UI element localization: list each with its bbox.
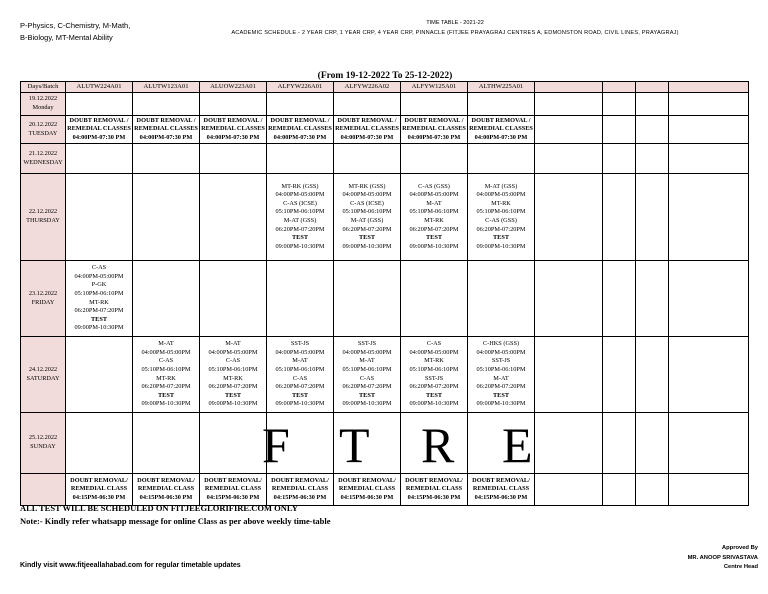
schedule-line: MT-RK (GSS) [281, 182, 319, 190]
schedule-line: 06:20PM-07:20PM [476, 383, 526, 391]
schedule-line: 04:00PM-05:00PM [74, 272, 124, 280]
schedule-line: 06:20PM-07:20PM [74, 307, 124, 315]
schedule-cell [133, 116, 200, 144]
schedule-line: 06:20PM-07:20PM [476, 225, 526, 233]
schedule-line: 06:20PM-07:20PM [208, 383, 258, 391]
schedule-line: MT-RK [424, 217, 444, 224]
schedule-cell [603, 93, 636, 116]
schedule-cell [468, 93, 535, 116]
schedule-cell [133, 174, 200, 261]
schedule-cell [636, 337, 669, 413]
schedule-line: 05:10PM-06:10PM [208, 365, 258, 373]
day-text: FRIDAY [31, 298, 55, 306]
schedule-cell [334, 474, 401, 506]
day-text: TUESDAY [28, 129, 58, 137]
schedule-cell [636, 474, 669, 506]
schedule-cell [334, 261, 401, 337]
schedule-line: 04:15PM-06:30 PM [273, 493, 327, 501]
schedule-cell [603, 261, 636, 337]
schedule-line: 04:00PM-05:00PM [342, 348, 392, 356]
schedule-line: TEST [492, 234, 510, 242]
schedule-cell [636, 144, 669, 174]
schedule-line: 04:00PM-05:00PM [208, 348, 258, 356]
schedule-line: DOUBT REMOVAL/ [472, 476, 530, 484]
schedule-line: 04:00PM-07:30 PM [474, 133, 528, 141]
schedule-line: REMEDIAL CLASSES [67, 125, 131, 133]
schedule-line: 05:10PM-06:10PM [409, 208, 459, 216]
schedule-line: REMEDIAL CLASSES [201, 125, 265, 133]
day-text: WEDNESDAY [23, 158, 63, 166]
schedule-cell [200, 337, 267, 413]
schedule-cell [669, 144, 749, 174]
schedule-line: C-AS [158, 357, 174, 365]
column-header: ALUOW223A01 [200, 82, 267, 93]
website-note: Kindly visit www.fitjeeallahabad.com for regular timetable updates [20, 562, 241, 569]
schedule-line: 05:10PM-06:10PM [342, 365, 392, 373]
schedule-cell [133, 413, 200, 474]
column-header [636, 82, 669, 93]
day-cell [21, 261, 66, 337]
day-cell [21, 413, 66, 474]
schedule-cell [636, 261, 669, 337]
schedule-line: 04:15PM-06:30 PM [407, 493, 461, 501]
schedule-cell [267, 474, 334, 506]
schedule-line: 04:15PM-06:30 PM [139, 493, 193, 501]
legend-line-2: B-Biology, MT-Mental Ability [20, 33, 113, 42]
schedule-cell [636, 93, 669, 116]
schedule-cell [401, 337, 468, 413]
schedule-cell [535, 337, 603, 413]
column-header [603, 82, 636, 93]
schedule-line: M-AT [292, 357, 308, 365]
schedule-cell [468, 261, 535, 337]
schedule-line: 05:10PM-06:10PM [476, 208, 526, 216]
test-schedule-note: ALL TEST WILL BE SCHEDULED ON FITJEEGLORIFIRE.COM ONLY [20, 503, 298, 513]
schedule-line: REMEDIAL CLASS [472, 485, 530, 493]
document-subtitle: ACADEMIC SCHEDULE - 2 YEAR CRP, 1 YEAR CRP, 4 YEAR CRP, PINNACLE (FITJEE PRAYAGRAJ CENTRES A, EDMONSTON ROAD, CIVIL LINES, PRAYAGRAJ) [231, 30, 679, 36]
schedule-cell [334, 93, 401, 116]
schedule-line: REMEDIAL CLASSES [268, 125, 332, 133]
schedule-cell [267, 337, 334, 413]
schedule-line: 09:00PM-10:30PM [74, 324, 124, 332]
schedule-cell [66, 474, 133, 506]
schedule-cell [535, 174, 603, 261]
schedule-cell [66, 337, 133, 413]
schedule-line: 09:00PM-10:30PM [409, 400, 459, 408]
schedule-line: TEST [291, 391, 309, 399]
schedule-line: DOUBT REMOVAL / [337, 116, 397, 124]
schedule-cell [401, 93, 468, 116]
schedule-cell [267, 144, 334, 174]
subject-legend [20, 20, 130, 44]
schedule-line: C-AS [225, 357, 241, 365]
date-range: (From 19-12-2022 To 25-12-2022) [317, 71, 453, 81]
legend-line-1: P-Physics, C-Chemistry, M-Math, [20, 21, 131, 30]
schedule-line: 05:10PM-06:10PM [476, 365, 526, 373]
schedule-cell [535, 144, 603, 174]
schedule-line: DOUBT REMOVAL/ [137, 476, 195, 484]
schedule-cell [267, 261, 334, 337]
document-title: TIME TABLE - 2021-22 [426, 20, 484, 26]
table-row [21, 144, 749, 174]
schedule-line: 04:00PM-05:00PM [409, 348, 459, 356]
schedule-line: 06:20PM-07:20PM [141, 383, 191, 391]
day-text: SATURDAY [26, 374, 60, 382]
schedule-cell [603, 337, 636, 413]
schedule-line: 04:15PM-06:30 PM [206, 493, 260, 501]
schedule-line: 06:20PM-07:20PM [275, 225, 325, 233]
schedule-line: 04:00PM-07:30 PM [206, 133, 260, 141]
schedule-line: DOUBT REMOVAL / [471, 116, 531, 124]
approver-title: Centre Head [723, 564, 758, 570]
schedule-cell [468, 144, 535, 174]
schedule-cell [401, 174, 468, 261]
schedule-cell [669, 474, 749, 506]
schedule-cell [267, 174, 334, 261]
schedule-line: 09:00PM-10:30PM [476, 242, 526, 250]
schedule-cell [200, 474, 267, 506]
schedule-line: 04:00PM-05:00PM [342, 191, 392, 199]
schedule-line: 09:00PM-10:30PM [476, 400, 526, 408]
schedule-line: TEST [425, 391, 443, 399]
schedule-line: 09:00PM-10:30PM [275, 400, 325, 408]
schedule-line: REMEDIAL CLASSES [402, 125, 466, 133]
day-text: 24.12.2022 [28, 365, 58, 373]
approved-by-label: Approved By [721, 545, 758, 551]
schedule-line: REMEDIAL CLASS [137, 485, 195, 493]
schedule-line: 09:00PM-10:30PM [409, 242, 459, 250]
schedule-cell [334, 144, 401, 174]
schedule-line: DOUBT REMOVAL/ [405, 476, 463, 484]
schedule-cell [468, 474, 535, 506]
schedule-cell [669, 116, 749, 144]
schedule-line: SST-JS [424, 374, 444, 382]
day-cell [21, 144, 66, 174]
column-header: ALFYW226A02 [334, 82, 401, 93]
schedule-cell [133, 144, 200, 174]
schedule-cell [200, 174, 267, 261]
table-row [21, 174, 749, 261]
schedule-cell [401, 261, 468, 337]
column-header: ALUTW224A01 [66, 82, 133, 93]
schedule-cell [603, 474, 636, 506]
schedule-line: DOUBT REMOVAL / [270, 116, 330, 124]
schedule-line: REMEDIAL CLASS [338, 485, 396, 493]
schedule-line: M-AT [493, 374, 509, 382]
schedule-cell [267, 116, 334, 144]
schedule-line: 06:20PM-07:20PM [409, 225, 459, 233]
schedule-line: 04:00PM-05:00PM [141, 348, 191, 356]
schedule-line: DOUBT REMOVAL / [136, 116, 196, 124]
schedule-line: TEST [291, 234, 309, 242]
schedule-line: DOUBT REMOVAL/ [338, 476, 396, 484]
schedule-cell [636, 116, 669, 144]
schedule-cell [200, 261, 267, 337]
table-header-row [21, 82, 749, 93]
schedule-cell [133, 261, 200, 337]
schedule-line: C-AS [292, 374, 308, 382]
schedule-line: 05:10PM-06:10PM [275, 365, 325, 373]
schedule-line: DOUBT REMOVAL/ [70, 476, 128, 484]
day-text: 25.12.2022 [28, 434, 58, 442]
schedule-cell [401, 116, 468, 144]
schedule-line: C-AS [91, 264, 107, 272]
table-row [21, 93, 749, 116]
schedule-line: DOUBT REMOVAL / [203, 116, 263, 124]
table-row [21, 474, 749, 506]
schedule-line: REMEDIAL CLASSES [469, 125, 533, 133]
schedule-line: 04:00PM-05:00PM [275, 348, 325, 356]
day-cell [21, 474, 66, 506]
table-row [21, 116, 749, 144]
schedule-cell [401, 144, 468, 174]
timetable [20, 81, 749, 506]
schedule-cell [669, 174, 749, 261]
big-letter: T [339, 417, 370, 473]
schedule-cell [200, 413, 267, 474]
big-letter: E [502, 417, 533, 473]
schedule-line: M-AT [359, 357, 375, 365]
schedule-line: M-AT [158, 340, 174, 348]
schedule-cell [535, 261, 603, 337]
schedule-line: SST-JS [357, 340, 377, 348]
schedule-cell [603, 116, 636, 144]
schedule-cell [133, 337, 200, 413]
schedule-cell [636, 413, 669, 474]
column-header: Days/Batch [21, 82, 66, 93]
online-class-note: Note:- Kindly refer whatsapp message for online Class as per above weekly time-table [20, 516, 331, 526]
schedule-line: 09:00PM-10:30PM [342, 242, 392, 250]
schedule-line: 06:20PM-07:20PM [409, 383, 459, 391]
schedule-line: M-AT (GSS) [283, 217, 317, 224]
schedule-line: 04:15PM-06:30 PM [72, 493, 126, 501]
schedule-cell [66, 174, 133, 261]
schedule-cell [603, 144, 636, 174]
schedule-line: 09:00PM-10:30PM [275, 242, 325, 250]
schedule-line: DOUBT REMOVAL / [404, 116, 464, 124]
schedule-line: SST-JS [491, 357, 511, 365]
schedule-line: 05:10PM-06:10PM [409, 365, 459, 373]
schedule-line: REMEDIAL CLASS [405, 485, 463, 493]
schedule-line: REMEDIAL CLASS [204, 485, 262, 493]
schedule-cell [66, 116, 133, 144]
schedule-line: 04:00PM-05:00PM [275, 191, 325, 199]
column-header [535, 82, 603, 93]
schedule-line: TEST [492, 391, 510, 399]
schedule-cell [334, 174, 401, 261]
schedule-cell [669, 413, 749, 474]
schedule-line: C-AS (ICSE) [350, 199, 384, 207]
schedule-line: 04:00PM-05:00PM [476, 191, 526, 199]
schedule-line: MT-RK [156, 374, 176, 382]
schedule-cell [401, 474, 468, 506]
schedule-cell [66, 144, 133, 174]
column-header [669, 82, 749, 93]
schedule-cell [603, 413, 636, 474]
day-text: 19.12.2022 [28, 95, 58, 103]
schedule-line: MT-RK [491, 199, 511, 207]
schedule-line: 05:10PM-06:10PM [275, 208, 325, 216]
schedule-cell [334, 337, 401, 413]
schedule-line: 05:10PM-06:10PM [141, 365, 191, 373]
schedule-cell [200, 93, 267, 116]
schedule-line: C-AS [359, 374, 375, 382]
schedule-cell [603, 174, 636, 261]
day-text: THURSDAY [26, 217, 60, 224]
schedule-line: MT-RK [89, 298, 109, 306]
schedule-line: DOUBT REMOVAL / [69, 116, 129, 124]
schedule-line: TEST [224, 391, 242, 399]
schedule-line: 06:20PM-07:20PM [275, 383, 325, 391]
schedule-cell [267, 93, 334, 116]
day-text: 21.12.2022 [28, 149, 58, 157]
schedule-line: DOUBT REMOVAL/ [204, 476, 262, 484]
schedule-line: TEST [358, 391, 376, 399]
schedule-line: M-AT [426, 199, 442, 207]
schedule-line: DOUBT REMOVAL/ [271, 476, 329, 484]
day-cell [21, 93, 66, 116]
schedule-line: C-HKS (GSS) [482, 340, 520, 348]
schedule-cell [636, 174, 669, 261]
schedule-line: P-GK [91, 281, 107, 289]
schedule-line: SST-JS [290, 340, 310, 348]
day-cell [21, 174, 66, 261]
schedule-line: REMEDIAL CLASS [271, 485, 329, 493]
column-header: ALFYW226A01 [267, 82, 334, 93]
schedule-line: 05:10PM-06:10PM [74, 289, 124, 297]
schedule-line: 09:00PM-10:30PM [208, 400, 258, 408]
schedule-line: REMEDIAL CLASSES [335, 125, 399, 133]
schedule-line: MT-RK (GSS) [348, 182, 386, 190]
schedule-cell [535, 93, 603, 116]
schedule-line: C-AS (GSS) [485, 217, 517, 224]
column-header: ALUTW123A01 [133, 82, 200, 93]
schedule-cell [535, 474, 603, 506]
schedule-cell [468, 116, 535, 144]
day-text: 23.12.2022 [28, 289, 58, 297]
day-text: 22.12.2022 [28, 208, 58, 216]
schedule-cell [66, 261, 133, 337]
schedule-line: 04:00PM-07:30 PM [340, 133, 394, 141]
schedule-line: C-AS [426, 340, 442, 348]
schedule-line: C-AS (GSS) [418, 182, 450, 190]
table-row [21, 337, 749, 413]
schedule-line: MT-RK [223, 374, 243, 382]
schedule-line: C-AS (ICSE) [283, 199, 317, 207]
schedule-cell [66, 93, 133, 116]
day-text: Monday [32, 104, 54, 111]
day-cell [21, 116, 66, 144]
schedule-line: TEST [358, 234, 376, 242]
schedule-line: TEST [90, 315, 108, 323]
schedule-line: 04:15PM-06:30 PM [340, 493, 394, 501]
schedule-line: 06:20PM-07:20PM [342, 225, 392, 233]
day-text: SUNDAY [30, 443, 56, 450]
day-text: 20.12.2022 [28, 120, 58, 128]
schedule-cell [66, 413, 133, 474]
schedule-cell [669, 337, 749, 413]
column-header: ALTHW225A01 [468, 82, 535, 93]
big-letter: R [421, 417, 455, 473]
big-letter: F [262, 417, 290, 473]
schedule-cell [468, 174, 535, 261]
schedule-cell [200, 116, 267, 144]
schedule-line: MT-RK [424, 357, 444, 365]
schedule-line: 06:20PM-07:20PM [342, 383, 392, 391]
schedule-cell [535, 116, 603, 144]
schedule-cell [669, 93, 749, 116]
schedule-cell [669, 261, 749, 337]
schedule-line: 05:10PM-06:10PM [342, 208, 392, 216]
schedule-line: M-AT (GSS) [484, 182, 518, 190]
schedule-line: TEST [425, 234, 443, 242]
schedule-line: 09:00PM-10:30PM [141, 400, 191, 408]
schedule-line: 04:00PM-07:30 PM [273, 133, 327, 141]
schedule-cell [468, 337, 535, 413]
schedule-line: M-AT (GSS) [350, 217, 384, 224]
day-cell [21, 337, 66, 413]
schedule-line: 04:00PM-07:30 PM [139, 133, 193, 141]
approval-block [688, 544, 758, 573]
schedule-line: 04:00PM-07:30 PM [72, 133, 126, 141]
schedule-cell [334, 116, 401, 144]
column-header: ALFYW125A01 [401, 82, 468, 93]
schedule-cell [200, 144, 267, 174]
schedule-line: 04:00PM-05:00PM [476, 348, 526, 356]
schedule-line: REMEDIAL CLASS [70, 485, 128, 493]
schedule-line: REMEDIAL CLASSES [134, 125, 198, 133]
approver-name: MR. ANOOP SRIVASTAVA [687, 554, 758, 561]
schedule-line: 04:15PM-06:30 PM [474, 493, 528, 501]
schedule-line: 04:00PM-05:00PM [409, 191, 459, 199]
schedule-cell [133, 474, 200, 506]
table-row [21, 261, 749, 337]
schedule-line: TEST [157, 391, 175, 399]
schedule-cell [535, 413, 603, 474]
schedule-line: 04:00PM-07:30 PM [407, 133, 461, 141]
schedule-line: M-AT [225, 340, 241, 348]
schedule-cell [133, 93, 200, 116]
schedule-line: 09:00PM-10:30PM [342, 400, 392, 408]
table-row [21, 413, 749, 474]
